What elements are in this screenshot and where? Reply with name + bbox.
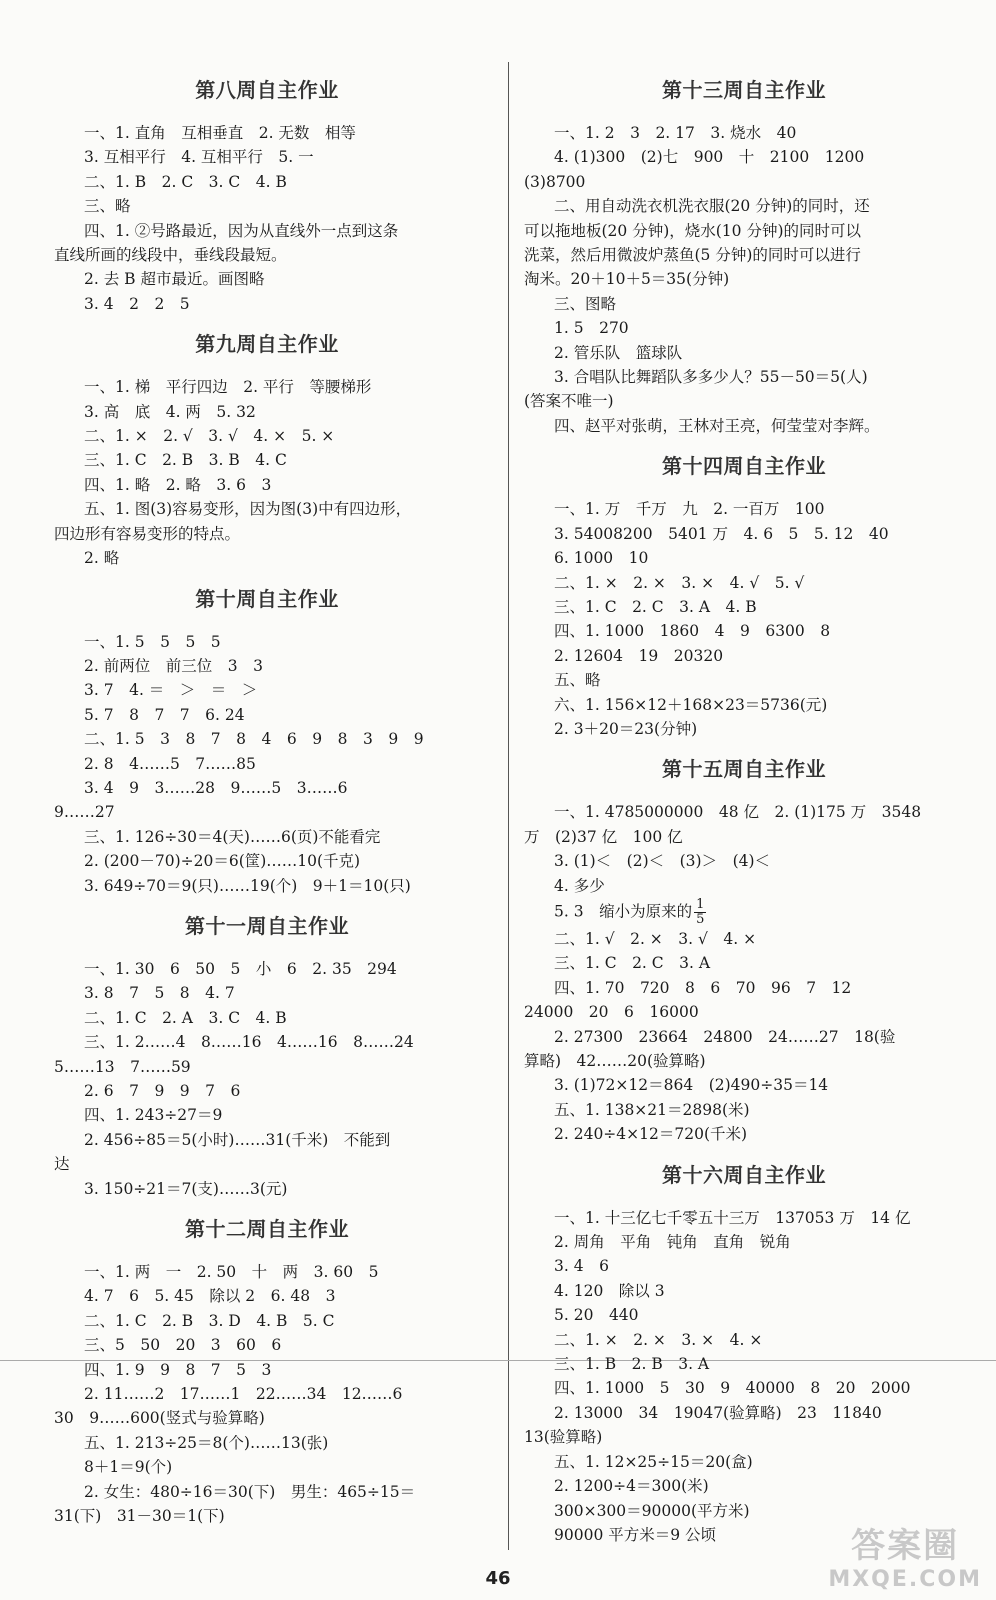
answer-text: 4. (1)300 (2)七 900 十 2100 1200 <box>554 148 865 167</box>
answer-line <box>54 1260 480 1284</box>
answer-line <box>54 546 480 570</box>
answer-text: 4. 7 6 5. 45 除以 2 6. 48 3 <box>84 1287 336 1306</box>
answer-text: 8＋1＝9(个) <box>84 1458 173 1477</box>
answer-text: 二、用自动洗衣机洗衣服(20 分钟)的同时，还 <box>554 197 870 216</box>
answer-line <box>54 1431 480 1455</box>
answer-text: (答案不唯一) <box>524 392 614 411</box>
answer-text: 六、1. 156×12＋168×23＝5736(元) <box>554 695 828 714</box>
answer-text: 3. 合唱队比舞蹈队多多少人？55－50＝5(人) <box>554 368 868 387</box>
answer-line <box>54 1055 480 1079</box>
answer-line <box>524 1000 964 1024</box>
answer-line <box>524 522 964 546</box>
answer-line <box>524 927 964 951</box>
answer-text: 4. 120 除以 3 <box>554 1281 665 1300</box>
answer-line <box>54 267 480 291</box>
answer-section <box>524 450 964 741</box>
fraction-numerator: 1 <box>696 896 705 912</box>
answer-text: 三、1. 2……4 8……16 4……16 8……24 <box>84 1033 414 1052</box>
answer-line <box>524 951 964 975</box>
answer-text: 五、1. 图(3)容易变形，因为图(3)中有四边形， <box>84 500 412 519</box>
answer-line <box>54 448 480 472</box>
answer-text: 四边形有容易变形的特点。 <box>54 524 241 543</box>
answer-text: 3. (1)72×12＝864 (2)490÷35＝14 <box>554 1076 829 1095</box>
answer-line <box>524 619 964 643</box>
answer-line <box>524 898 964 927</box>
answer-text: 二、1. 5 3 8 7 8 4 6 9 8 3 9 9 <box>84 730 424 749</box>
answer-line <box>54 522 480 546</box>
answer-line <box>54 145 480 169</box>
answer-text: 2. 周角 平角 钝角 直角 锐角 <box>554 1233 791 1252</box>
answer-line <box>54 1152 480 1176</box>
answer-text: 2. 13000 34 19047(验算略) 23 11840 <box>554 1403 882 1422</box>
answer-text: 5……13 7……59 <box>54 1057 191 1076</box>
answer-line <box>54 170 480 194</box>
answer-line <box>524 1401 964 1425</box>
answer-text: (3)8700 <box>524 172 586 191</box>
answer-text: 9……27 <box>54 803 115 822</box>
answer-text: 一、1. 十三亿七千零五十三万 137053 万 14 亿 <box>554 1208 911 1227</box>
answer-line <box>524 976 964 1000</box>
answer-line <box>524 1352 964 1376</box>
answer-text: 2. 去 B 超市最近。画图略 <box>84 270 265 289</box>
answer-text: 2. 女生：480÷16＝30(下) 男生：465÷15＝ <box>84 1482 416 1501</box>
answer-line <box>524 1206 964 1230</box>
answer-text: 三、略 <box>84 197 131 216</box>
answer-text: 二、1. × 2. × 3. × 4. √ 5. √ <box>554 573 805 592</box>
answer-line <box>54 1480 480 1504</box>
answer-line <box>54 1382 480 1406</box>
answer-text: 四、1. 略 2. 略 3. 6 3 <box>84 475 272 494</box>
fraction <box>694 898 706 927</box>
answer-text: 一、1. 30 6 50 5 小 6 2. 35 294 <box>84 959 397 978</box>
answer-line <box>524 571 964 595</box>
answer-text: 四、1. 243÷27＝9 <box>84 1106 223 1125</box>
answer-text: 四、赵平对张萌，王林对王亮，何莹莹对李辉。 <box>554 416 880 435</box>
answer-text: 一、1. 4785000000 48 亿 2. (1)175 万 3548 <box>554 803 922 822</box>
answer-text: 四、1. 70 720 8 6 70 96 7 12 <box>554 978 852 997</box>
answer-text: 31(下) 31－30＝1(下) <box>54 1507 225 1526</box>
answer-line <box>54 1406 480 1430</box>
section-heading: 第十三周自主作业 <box>662 78 826 102</box>
answer-text: 300×300＝90000(平方米) <box>554 1501 750 1520</box>
answer-line <box>54 874 480 898</box>
answer-text: 三、1. C 2. B 3. B 4. C <box>84 451 287 470</box>
answer-text: 五、1. 12×25÷15＝20(盒) <box>554 1452 753 1471</box>
answer-line <box>54 1006 480 1030</box>
answer-text: 24000 20 6 16000 <box>524 1003 699 1022</box>
answer-section <box>54 328 480 570</box>
answer-text: 1. 5 270 <box>554 319 629 338</box>
answer-text: 2. 管乐队 篮球队 <box>554 343 683 362</box>
answer-line <box>54 800 480 824</box>
answer-text: 2. 8 4……5 7……85 <box>84 754 256 773</box>
answer-text: 2. 12604 19 20320 <box>554 646 724 665</box>
answer-section <box>524 753 964 1146</box>
answer-line <box>54 1504 480 1528</box>
section-heading: 第八周自主作业 <box>195 78 339 102</box>
answer-section <box>524 74 964 438</box>
answer-text: 一、1. 万 千万 九 2. 一百万 100 <box>554 500 825 519</box>
answer-line <box>524 1025 964 1049</box>
answer-text: 三、1. B 2. B 3. A <box>554 1355 710 1374</box>
watermark-url: MXQE.COM <box>828 1567 982 1592</box>
answer-line <box>54 121 480 145</box>
answer-line <box>54 424 480 448</box>
answer-text: 2. 前两位 前三位 3 3 <box>84 656 263 675</box>
answer-text: 3. 4 9 3……28 9……5 3……6 <box>84 778 348 797</box>
answer-text: 2. 略 <box>84 549 120 568</box>
answer-text: 四、1. 9 9 8 7 5 3 <box>84 1360 272 1379</box>
answer-line <box>524 243 964 267</box>
section-heading: 第十四周自主作业 <box>662 454 826 479</box>
answer-line <box>54 1177 480 1201</box>
answer-text: 直线所画的线段中，垂线段最短。 <box>54 246 287 265</box>
answer-line <box>54 1284 480 1308</box>
answer-section <box>54 583 480 898</box>
answer-line <box>524 595 964 619</box>
answer-section <box>54 74 480 316</box>
answer-text: 2. (200－70)÷20＝6(筐)……10(千克) <box>84 852 361 871</box>
answer-line <box>54 1128 480 1152</box>
answer-text: 二、1. B 2. C 3. C 4. B <box>84 172 287 191</box>
answer-line <box>54 630 480 654</box>
answer-text: 5. 20 440 <box>554 1306 639 1325</box>
answer-text: 三、1. C 2. C 3. A <box>554 954 711 973</box>
answer-line <box>54 497 480 521</box>
answer-line <box>54 825 480 849</box>
answer-line <box>54 1079 480 1103</box>
section-heading: 第十五周自主作业 <box>662 757 826 782</box>
answer-line <box>524 800 964 824</box>
column-divider <box>508 62 509 1550</box>
answer-line <box>524 145 964 169</box>
answer-text: 3. (1)＜ (2)＜ (3)＞ (4)＜ <box>554 852 771 871</box>
answer-line <box>54 957 480 981</box>
answer-line <box>524 414 964 438</box>
answer-line <box>524 546 964 570</box>
answer-line <box>524 1073 964 1097</box>
answer-text: 3. 649÷70＝9(只)……19(个) 9＋1＝10(只) <box>84 876 411 895</box>
answer-line <box>524 267 964 291</box>
answer-text: 4. 多少 <box>554 876 605 895</box>
answer-line <box>524 121 964 145</box>
answer-text: 2. 11……2 17……1 22……34 12……6 <box>84 1385 403 1404</box>
answer-text: 2. 3＋20＝23(分钟) <box>554 719 698 738</box>
answer-line <box>524 389 964 413</box>
answer-line <box>524 644 964 668</box>
answer-text: 2. 456÷85＝5(小时)……31(千米) 不能到 <box>84 1130 391 1149</box>
answer-line <box>524 1230 964 1254</box>
answer-line <box>54 1103 480 1127</box>
answer-line <box>524 717 964 741</box>
answer-line <box>524 1328 964 1352</box>
answer-line <box>54 400 480 424</box>
answer-line <box>54 375 480 399</box>
answer-text: 五、1. 213÷25＝8(个)……13(张) <box>84 1433 329 1452</box>
answer-text: 3. 4 2 2 5 <box>84 294 190 313</box>
answer-line <box>524 1254 964 1278</box>
answer-text: 3. 8 7 5 8 4. 7 <box>84 984 235 1003</box>
answer-text: 30 9……600(竖式与验算略) <box>54 1409 265 1428</box>
answer-text: 一、1. 梯 平行四边 2. 平行 等腰梯形 <box>84 378 372 397</box>
answer-line <box>524 1279 964 1303</box>
answer-text: 3. 高 底 4. 两 5. 32 <box>84 402 256 421</box>
answer-text: 13(验算略) <box>524 1428 603 1447</box>
answer-text: 3. 7 4. ＝ ＞ ＝ ＞ <box>84 681 258 700</box>
answer-line <box>524 497 964 521</box>
answer-line <box>54 849 480 873</box>
answer-text: 2. 27300 23664 24800 24……27 18(验 <box>554 1027 896 1046</box>
watermark-text: 答案圈 <box>851 1526 960 1566</box>
answer-line <box>524 1122 964 1146</box>
answer-text: 三、1. 126÷30＝4(天)……6(页)不能看完 <box>84 827 381 846</box>
answer-line <box>54 1333 480 1357</box>
answer-line <box>524 316 964 340</box>
answer-text: 一、1. 5 5 5 5 <box>84 632 221 651</box>
answer-line <box>524 1450 964 1474</box>
answer-text: 2. 240÷4×12＝720(千米) <box>554 1125 748 1144</box>
answer-line <box>54 776 480 800</box>
answer-text: 算略) 42……20(验算略) <box>524 1052 706 1070</box>
answer-text: 五、略 <box>554 671 601 690</box>
answer-text: 万 (2)37 亿 100 亿 <box>524 827 683 846</box>
right-column <box>524 62 964 1547</box>
answer-line <box>524 1098 964 1122</box>
answer-line <box>54 727 480 751</box>
answer-text: 一、1. 直角 互相垂直 2. 无数 相等 <box>84 124 356 142</box>
answer-line <box>54 473 480 497</box>
answer-section <box>524 1159 964 1548</box>
answer-line <box>54 243 480 267</box>
answer-line <box>524 170 964 194</box>
answer-text: 三、图略 <box>554 294 617 313</box>
answer-text: 二、1. × 2. √ 3. √ 4. × 5. × <box>84 427 335 446</box>
answer-line <box>524 365 964 389</box>
section-heading: 第十六周自主作业 <box>662 1162 826 1187</box>
answer-text: 淘米。20＋10＋5＝35(分钟) <box>524 270 730 289</box>
answer-text: 三、1. C 2. C 3. A 4. B <box>554 597 757 616</box>
answer-line <box>54 1455 480 1479</box>
answer-text: 3. 54008200 5401 万 4. 6 5 5. 12 40 <box>554 524 889 543</box>
left-column <box>54 62 480 1529</box>
answer-line <box>54 219 480 243</box>
answer-line <box>54 292 480 316</box>
answer-text: 3. 互相平行 4. 互相平行 5. 一 <box>84 148 314 167</box>
section-heading: 第九周自主作业 <box>195 332 339 357</box>
answer-line <box>54 654 480 678</box>
page-number: 46 <box>485 1568 511 1589</box>
answer-text: 四、1. 1000 1860 4 9 6300 8 <box>554 622 831 641</box>
answer-text: 2. 6 7 9 9 7 6 <box>84 1082 241 1100</box>
answer-line <box>524 292 964 316</box>
answer-line <box>524 1425 964 1449</box>
answer-line <box>524 219 964 243</box>
answer-line <box>524 1376 964 1400</box>
answer-text: 6. 1000 10 <box>554 549 649 568</box>
watermark-logo <box>828 1518 982 1592</box>
answer-text: 五、1. 138×21＝2898(米) <box>554 1100 750 1119</box>
section-heading: 第十一周自主作业 <box>185 913 349 938</box>
section-heading: 第十二周自主作业 <box>185 1217 349 1242</box>
answer-text: 90000 平方米＝9 公顷 <box>554 1525 717 1544</box>
answer-text: 四、1. ②号路最近，因为从直线外一点到这条 <box>84 221 399 240</box>
answer-line <box>54 1030 480 1054</box>
answer-text: 可以拖地板(20 分钟)，烧水(10 分钟)的同时可以 <box>524 221 861 240</box>
answer-text: 二、1. C 2. B 3. D 4. B 5. C <box>84 1311 335 1330</box>
answer-text: 一、1. 两 一 2. 50 十 两 3. 60 5 <box>84 1263 379 1282</box>
answer-line <box>524 1049 964 1073</box>
section-heading: 第十周自主作业 <box>195 586 339 611</box>
answer-text: 3. 150÷21＝7(支)……3(元) <box>84 1179 288 1198</box>
answer-text: 5. 7 8 7 7 6. 24 <box>84 705 245 724</box>
answer-line <box>54 1309 480 1333</box>
answer-text: 2. 1200÷4＝300(米) <box>554 1477 709 1496</box>
answer-text: 达 <box>54 1155 70 1174</box>
answer-line <box>524 849 964 873</box>
answer-line <box>54 1358 480 1382</box>
answer-text: 三、5 50 20 3 60 6 <box>84 1336 282 1355</box>
answer-line <box>524 874 964 898</box>
answer-line <box>524 341 964 365</box>
fraction-denominator: 5 <box>696 911 705 927</box>
answer-section <box>54 1213 480 1528</box>
answer-text: 二、1. × 2. × 3. × 4. × <box>554 1330 763 1349</box>
answer-text: 二、1. √ 2. × 3. √ 4. × <box>554 929 757 948</box>
answer-line <box>524 194 964 218</box>
answer-text: 洗菜，然后用微波炉蒸鱼(5 分钟)的同时可以进行 <box>524 246 861 265</box>
answer-text: 四、1. 1000 5 30 9 40000 8 20 2000 <box>554 1379 911 1398</box>
answer-line <box>54 678 480 702</box>
answer-text: 一、1. 2 3 2. 17 3. 烧水 40 <box>554 124 797 142</box>
answer-line <box>54 981 480 1005</box>
answer-text: 二、1. C 2. A 3. C 4. B <box>84 1008 287 1027</box>
answer-text: 3. 4 6 <box>554 1257 609 1276</box>
answer-line <box>524 668 964 692</box>
answer-text: 5. 3 缩小为原来的 <box>554 902 693 921</box>
answer-line <box>54 752 480 776</box>
answer-line <box>54 194 480 218</box>
answer-line <box>524 1303 964 1327</box>
answer-line <box>54 703 480 727</box>
answer-line <box>524 1474 964 1498</box>
answer-line <box>524 693 964 717</box>
answer-line <box>524 825 964 849</box>
answer-section <box>54 910 480 1201</box>
